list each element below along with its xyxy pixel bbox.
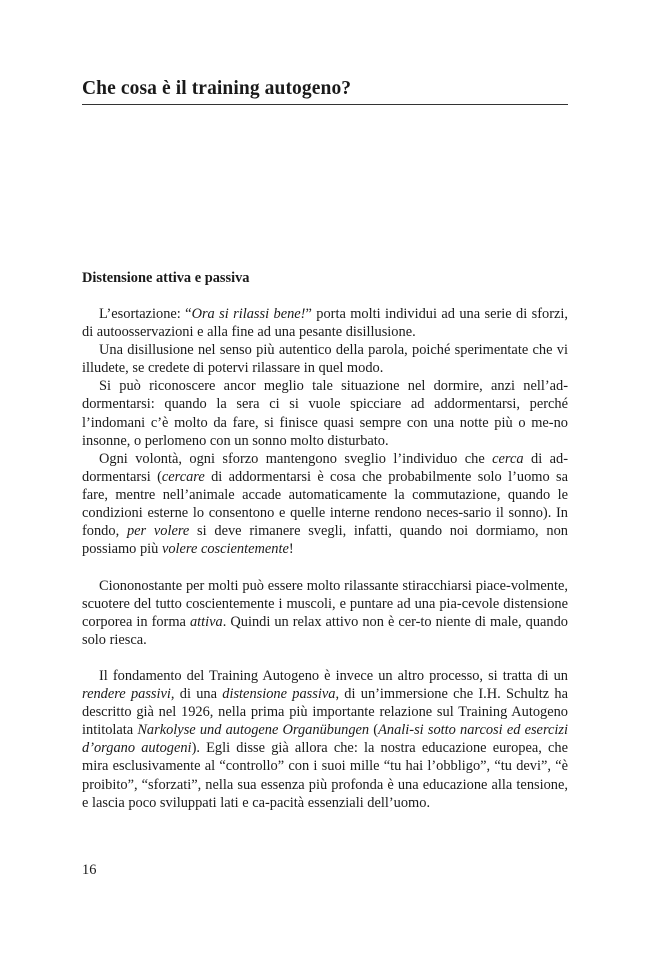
paragraph-4-text-2: di ad-dormentarsi ( (82, 450, 568, 485)
paragraph-1-italic-1: Ora si rilassi bene! (191, 306, 306, 322)
paragraph-6-italic-1: rendere passivi (82, 686, 171, 703)
paragraph-6-text-1: Il fondamento del Training Autogeno è invece un altro processo, si tratta di un (99, 668, 568, 684)
paragraph-2 (82, 341, 568, 377)
paragraph-6-text-4: ( (369, 722, 379, 739)
paragraph-6 (82, 667, 568, 812)
paragraph-1 (82, 305, 568, 341)
paragraph-4-italic-2: cercare (161, 468, 205, 485)
chapter-title-rule (82, 104, 568, 105)
paragraph-4-text-4: si deve rimanere svegli, infatti, quando noi dormiamo, non possiamo più (82, 523, 568, 558)
paragraph-6-italic-2: distensione passiva (222, 686, 336, 703)
text-block-second (82, 577, 568, 649)
paragraph-1-text-1: L’esortazione: “ (99, 306, 192, 322)
paragraph-6-text-3: , di un’immersione che I.H. Schultz ha descritto già nel 1926, nella prima più importante relazione sul Training Autogeno intitolata (82, 686, 568, 739)
text-block-third (82, 667, 568, 812)
paragraph-4-italic-1: cerca (492, 450, 524, 467)
paragraph-6-text-2: , di una (170, 686, 223, 703)
paragraph-4-italic-4: volere coscientemente (161, 541, 289, 558)
paragraph-6-italic-3: Narkolyse und autogene Organübungen (137, 722, 370, 739)
chapter-title: Che cosa è il training autogeno? (82, 78, 352, 99)
paragraph-6-text-5: ). Egli disse già allora che: la nostra educazione europea, che mira esclusivamente al “controllo” con i suoi mille “tu hai l’obbligo”, “tu devi”, “è proibito”, “sforzati”, nella sua essenza più profonda è una educazione alla tensione, e lascia poco sviluppati lati e ca-pacità essenziali dell’uomo. (82, 740, 568, 811)
paragraph-4-text-5: ! (288, 541, 294, 558)
paragraph-4-text-3: di addormentarsi è cosa che probabilmente solo l’uomo sa fare, mentre nell’animale accade automaticamente la commutazione, quando le condizioni esterne lo consentono e quelle interne rendono neces-sario il sonno). In fondo, (82, 468, 568, 540)
paragraph-2-text-1: Una disillusione nel senso più autentico della parola, poiché sperimentate che vi illudete, se credete di potervi rilassare in quel modo. (82, 342, 568, 377)
paragraph-4-italic-3: per volere (126, 523, 190, 540)
paragraph-3-text-1: Si può riconoscere ancor meglio tale situazione nel dormire, anzi nell’ad-dormentarsi: quando la sera ci si vuole spicciare ad addormentarsi, perché l’indomani c’è molto da fare, si finisce quasi sempre con una notte più o me-no insonne, o perlomeno con un sonno molto disturbato. (82, 378, 568, 449)
section-heading: Distensione attiva e passiva (82, 270, 250, 286)
paragraph-6-italic-4: Anali-si sotto narcosi ed esercizi d’organo autogeni (82, 722, 568, 757)
paragraph-5-italic-1: attiva (189, 614, 223, 631)
page-number: 16 (82, 862, 97, 878)
paragraph-3 (82, 377, 568, 449)
paragraph-5-text-2: . Quindi un relax attivo non è cer-to niente di male, quando solo riesca. (82, 614, 568, 649)
paragraph-1-text-2: ” porta molti individui ad una serie di sforzi, di autoosservazioni e alla fine ad una pesante disillusione. (82, 306, 568, 341)
paragraph-5-text-1: Ciononostante per molti può essere molto rilassante stiracchiarsi piace-volmente, scuotere del tutto coscientemente i muscoli, e puntare ad una pia-cevole distensione corporea in forma (82, 578, 568, 631)
paragraph-5 (82, 577, 568, 649)
paragraph-4 (82, 450, 568, 559)
paragraph-4-text-1: Ogni volontà, ogni sforzo mantengono sveglio l’individuo che (99, 450, 493, 467)
text-block-first (82, 305, 568, 558)
